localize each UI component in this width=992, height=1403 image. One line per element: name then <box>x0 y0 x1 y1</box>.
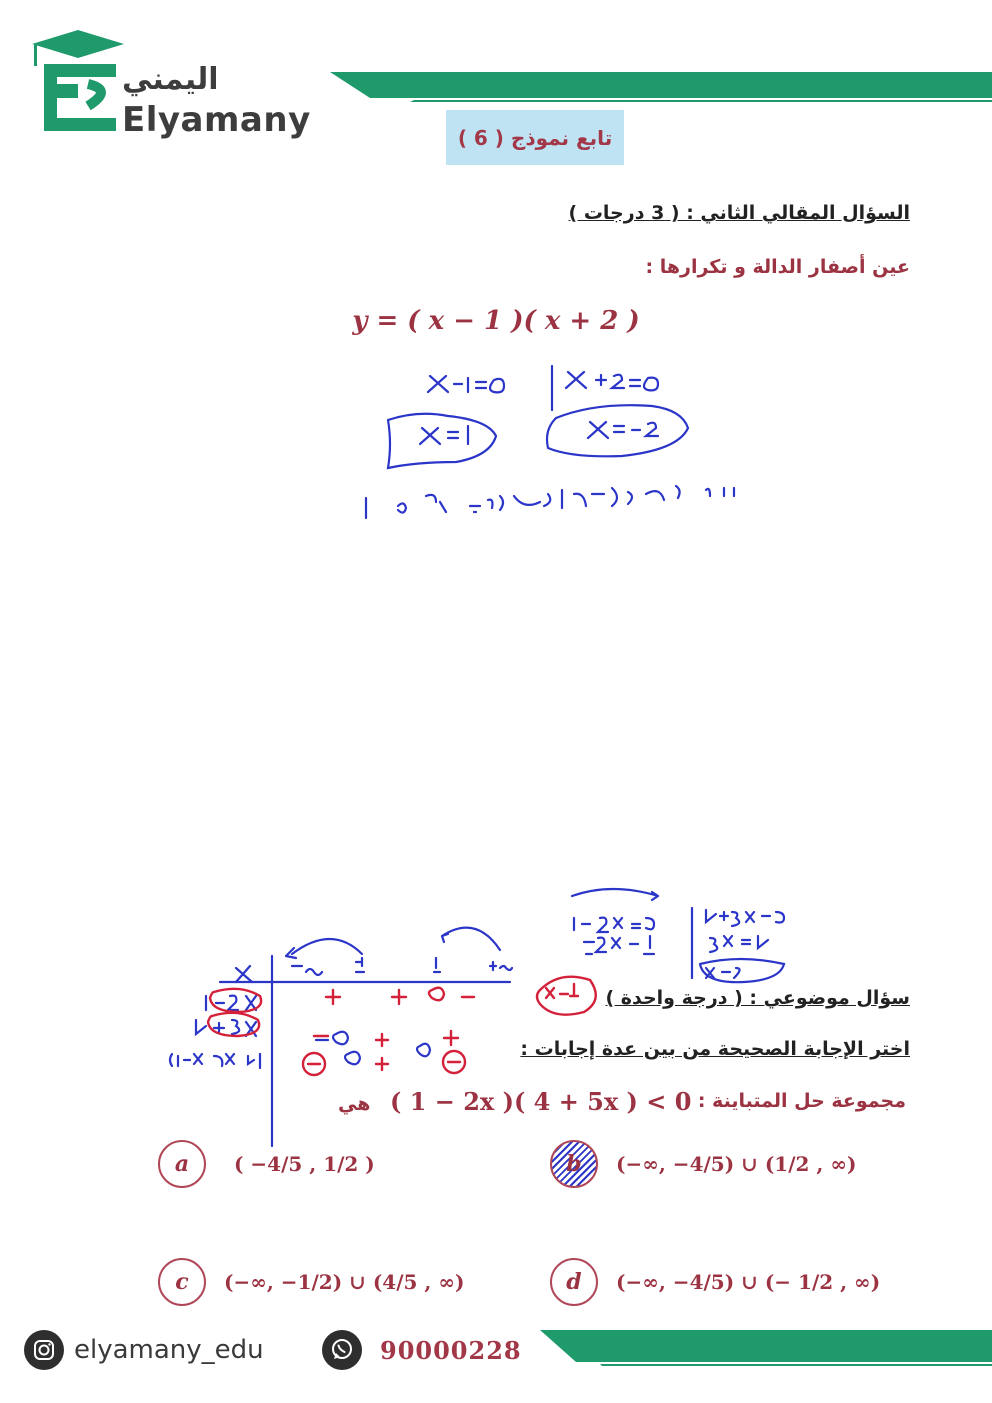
objective-instruction: اختر الإجابة الصحيحة من بين عدة إجابات : <box>520 1038 910 1060</box>
question-suffix: هي <box>338 1093 371 1115</box>
inequality-expression: ( 1 − 2x )( 4 + 5x ) < 0 <box>390 1087 692 1116</box>
option-c[interactable] <box>158 1258 464 1306</box>
footer-green-band <box>540 1330 992 1366</box>
essay-question-title: السؤال المقالي الثاني : ( 3 درجات ) <box>568 202 910 224</box>
phone-number: 90000228 <box>380 1335 522 1365</box>
option-d-value: (−∞, −4/5) ∪ (− 1/2 , ∞) <box>616 1270 881 1294</box>
essay-question-prompt: عين أصفار الدالة و تكرارها : <box>645 256 910 278</box>
instagram-handle[interactable] <box>24 1330 264 1370</box>
option-d-letter[interactable]: d <box>550 1258 598 1306</box>
option-c-value: (−∞, −1/2) ∪ (4/5 , ∞) <box>224 1270 465 1294</box>
option-c-letter[interactable]: c <box>158 1258 206 1306</box>
option-a-value: ( −4/5 , 1/2 ) <box>234 1152 375 1176</box>
objective-question-title: سؤال موضوعي : ( درجة واحدة ) <box>605 987 910 1009</box>
option-b-letter[interactable]: b <box>550 1140 598 1188</box>
brand-name-arabic: اليمني <box>122 62 219 97</box>
model-label: تابع نموذج ( 6 ) <box>446 110 624 165</box>
essay-equation: y = ( x − 1 )( x + 2 ) <box>352 306 640 336</box>
option-a-letter[interactable]: a <box>158 1140 206 1188</box>
question-label: مجموعة حل المتباينة : <box>697 1090 906 1112</box>
option-b[interactable] <box>550 1140 856 1188</box>
instagram-handle-text: elyamany_edu <box>74 1335 264 1365</box>
option-b-value: (−∞, −4/5) ∪ (1/2 , ∞) <box>616 1152 857 1176</box>
option-d[interactable] <box>550 1258 880 1306</box>
whatsapp-icon <box>322 1330 362 1370</box>
option-a[interactable] <box>158 1140 375 1188</box>
whatsapp-contact[interactable] <box>322 1330 522 1370</box>
brand-name-english: Elyamany <box>122 100 311 140</box>
instagram-icon <box>24 1330 64 1370</box>
